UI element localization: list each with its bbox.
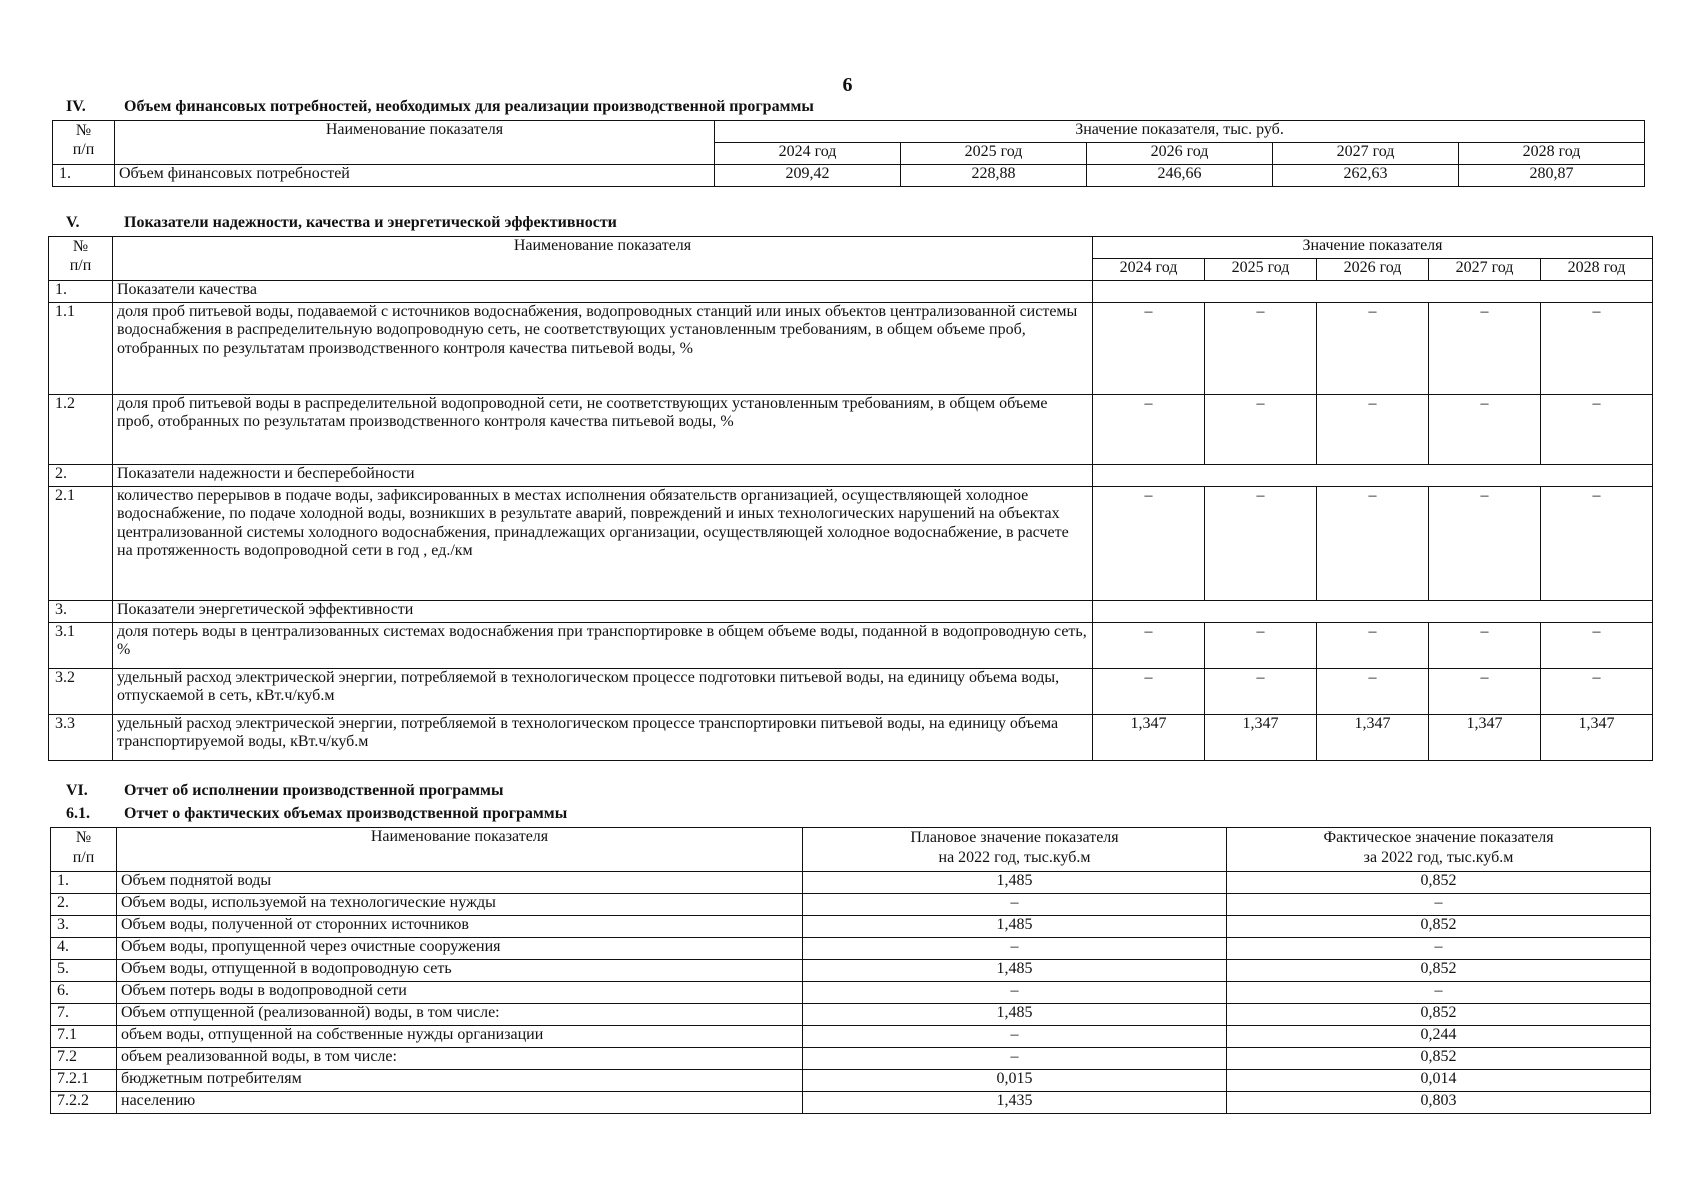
fact-value: 0,852 — [1227, 872, 1651, 894]
row-number: 7.2 — [51, 1048, 117, 1070]
col-header-no: № п/п — [53, 121, 115, 165]
row-value: – — [1317, 623, 1429, 669]
row-value: – — [1205, 623, 1317, 669]
table-row — [49, 395, 1653, 465]
row-name: количество перерывов в подаче воды, зафиксированных в местах исполнения обязательств организацией, осуществляющей холодное водоснабжение, по подаче холодной воды, возникших в результате аварий, повреждений и иных технологических нарушений на объектах централизованной системы холодного водоснабжения, принадлежащих организации, осуществляющей холодное водоснабжение, в расчете на протяженность водопроводной сети в год , ед./км — [113, 487, 1093, 601]
fact-value: – — [1227, 982, 1651, 1004]
row-value: 209,42 — [715, 165, 901, 187]
row-name: бюджетным потребителям — [117, 1070, 803, 1092]
table-row — [51, 982, 1651, 1004]
row-value: 246,66 — [1087, 165, 1273, 187]
col-header-name: Наименование показателя — [117, 828, 803, 872]
plan-value: – — [803, 1026, 1227, 1048]
row-number: 1.2 — [49, 395, 113, 465]
section6-number: VI. — [66, 782, 88, 799]
group-name: Показатели надежности и бесперебойности — [113, 465, 1093, 487]
row-number: 1. — [51, 872, 117, 894]
row-value: – — [1205, 395, 1317, 465]
row-value: – — [1317, 487, 1429, 601]
row-number: 2. — [49, 465, 113, 487]
table-row — [51, 1026, 1651, 1048]
row-value: – — [1429, 623, 1541, 669]
year-header: 2025 год — [1205, 259, 1317, 281]
fact-value: 0,014 — [1227, 1070, 1651, 1092]
fact-value: 0,803 — [1227, 1092, 1651, 1114]
section4-title: Объем финансовых потребностей, необходимых для реализации производственной программы — [124, 98, 814, 115]
table-row — [49, 669, 1653, 715]
row-value: – — [1429, 395, 1541, 465]
fact-value: 0,852 — [1227, 960, 1651, 982]
section4-heading — [66, 98, 814, 116]
year-header: 2026 год — [1317, 259, 1429, 281]
group-name: Показатели энергетической эффективности — [113, 601, 1093, 623]
section6-title: Отчет об исполнении производственной программы — [124, 782, 504, 799]
year-header: 2028 год — [1541, 259, 1653, 281]
col-header-value: Значение показателя — [1093, 237, 1653, 259]
section5-title: Показатели надежности, качества и энергетической эффективности — [124, 214, 617, 231]
row-name: Объем потерь воды в водопроводной сети — [117, 982, 803, 1004]
row-value: – — [1317, 669, 1429, 715]
plan-value: 1,435 — [803, 1092, 1227, 1114]
col-header-name: Наименование показателя — [113, 237, 1093, 281]
group-row — [49, 601, 1653, 623]
group-values-empty — [1093, 465, 1653, 487]
row-name: удельный расход электрической энергии, потребляемой в технологическом процессе транспортировки питьевой воды, на единицу объема транспортируемой воды, кВт.ч/куб.м — [113, 715, 1093, 761]
section5-number: V. — [66, 214, 80, 231]
production-program-report-table — [50, 827, 1651, 1114]
section4-number: IV. — [66, 98, 86, 115]
plan-value: – — [803, 982, 1227, 1004]
section6-1-number: 6.1. — [66, 805, 90, 822]
row-name: Объем воды, отпущенной в водопроводную сеть — [117, 960, 803, 982]
row-name: Объем поднятой воды — [117, 872, 803, 894]
row-number: 7.2.2 — [51, 1092, 117, 1114]
row-number: 6. — [51, 982, 117, 1004]
table-row — [51, 894, 1651, 916]
col-header-fact: Фактическое значение показателя за 2022 год, тыс.куб.м — [1227, 828, 1651, 872]
row-number: 5. — [51, 960, 117, 982]
row-value: – — [1429, 487, 1541, 601]
row-value: 228,88 — [901, 165, 1087, 187]
year-header: 2027 год — [1273, 143, 1459, 165]
fact-value: – — [1227, 894, 1651, 916]
col-header-plan: Плановое значение показателя на 2022 год, тыс.куб.м — [803, 828, 1227, 872]
group-values-empty — [1093, 601, 1653, 623]
section6-1-heading — [66, 805, 567, 823]
row-value: – — [1093, 623, 1205, 669]
table-row — [53, 165, 1645, 187]
row-name: Объем воды, используемой на технологические нужды — [117, 894, 803, 916]
col-header-no: № п/п — [49, 237, 113, 281]
table-row — [51, 1092, 1651, 1114]
plan-value: 0,015 — [803, 1070, 1227, 1092]
table-row — [51, 872, 1651, 894]
table-row — [51, 1048, 1651, 1070]
group-row — [49, 281, 1653, 303]
row-value: – — [1093, 669, 1205, 715]
row-name: объем реализованной воды, в том числе: — [117, 1048, 803, 1070]
plan-value: – — [803, 894, 1227, 916]
row-number: 3.2 — [49, 669, 113, 715]
row-value: – — [1205, 303, 1317, 395]
row-number: 7.1 — [51, 1026, 117, 1048]
row-value: 262,63 — [1273, 165, 1459, 187]
row-value: – — [1541, 395, 1653, 465]
row-value: 280,87 — [1459, 165, 1645, 187]
row-name: удельный расход электрической энергии, потребляемой в технологическом процессе подготовки питьевой воды, на единицу объема воды, отпускаемой в сеть, кВт.ч/куб.м — [113, 669, 1093, 715]
table-row — [49, 303, 1653, 395]
row-number: 1.1 — [49, 303, 113, 395]
row-name: населению — [117, 1092, 803, 1114]
page-number: 6 — [842, 74, 853, 96]
row-value: – — [1541, 623, 1653, 669]
row-value: 1,347 — [1093, 715, 1205, 761]
year-header: 2026 год — [1087, 143, 1273, 165]
table-row — [51, 916, 1651, 938]
fact-value: 0,852 — [1227, 916, 1651, 938]
row-number: 7. — [51, 1004, 117, 1026]
row-name: Объем отпущенной (реализованной) воды, в том числе: — [117, 1004, 803, 1026]
plan-value: 1,485 — [803, 960, 1227, 982]
row-value: – — [1093, 303, 1205, 395]
group-name: Показатели качества — [113, 281, 1093, 303]
table-row — [51, 960, 1651, 982]
group-values-empty — [1093, 281, 1653, 303]
row-value: 1,347 — [1205, 715, 1317, 761]
row-value: – — [1429, 669, 1541, 715]
financial-needs-table — [52, 120, 1645, 187]
year-header: 2025 год — [901, 143, 1087, 165]
group-row — [49, 465, 1653, 487]
row-value: – — [1093, 487, 1205, 601]
row-name: Объем воды, полученной от сторонних источников — [117, 916, 803, 938]
plan-value: 1,485 — [803, 916, 1227, 938]
row-value: – — [1429, 303, 1541, 395]
row-value: – — [1205, 487, 1317, 601]
year-header: 2027 год — [1429, 259, 1541, 281]
row-value: 1,347 — [1429, 715, 1541, 761]
row-name: объем воды, отпущенной на собственные нужды организации — [117, 1026, 803, 1048]
row-value: – — [1205, 669, 1317, 715]
row-value: – — [1317, 395, 1429, 465]
row-number: 3. — [51, 916, 117, 938]
row-value: – — [1541, 669, 1653, 715]
table-row — [49, 623, 1653, 669]
row-number: 1. — [53, 165, 115, 187]
table-row — [51, 1004, 1651, 1026]
table-row — [49, 715, 1653, 761]
section5-heading — [66, 214, 617, 232]
year-header: 2024 год — [1093, 259, 1205, 281]
row-value: – — [1093, 395, 1205, 465]
row-name: доля потерь воды в централизованных системах водоснабжения при транспортировке в общем объеме воды, поданной в водопроводную сеть, % — [113, 623, 1093, 669]
row-name: доля проб питьевой воды в распределительной водопроводной сети, не соответствующих установленным требованиям, в общем объеме проб, отобранных по результатам производственного контроля качества питьевой воды, % — [113, 395, 1093, 465]
plan-value: – — [803, 938, 1227, 960]
row-name: Объем финансовых потребностей — [115, 165, 715, 187]
row-number: 2. — [51, 894, 117, 916]
row-number: 3. — [49, 601, 113, 623]
row-number: 3.1 — [49, 623, 113, 669]
row-value: – — [1317, 303, 1429, 395]
row-number: 4. — [51, 938, 117, 960]
fact-value: 0,852 — [1227, 1048, 1651, 1070]
plan-value: 1,485 — [803, 872, 1227, 894]
year-header: 2024 год — [715, 143, 901, 165]
plan-value: 1,485 — [803, 1004, 1227, 1026]
col-header-no: № п/п — [51, 828, 117, 872]
fact-value: 0,852 — [1227, 1004, 1651, 1026]
row-value: 1,347 — [1541, 715, 1653, 761]
row-number: 1. — [49, 281, 113, 303]
fact-value: 0,244 — [1227, 1026, 1651, 1048]
section6-heading — [66, 782, 503, 800]
table-row — [51, 1070, 1651, 1092]
row-number: 3.3 — [49, 715, 113, 761]
plan-value: – — [803, 1048, 1227, 1070]
row-number: 2.1 — [49, 487, 113, 601]
row-number: 7.2.1 — [51, 1070, 117, 1092]
row-value: – — [1541, 487, 1653, 601]
reliability-quality-table — [48, 236, 1653, 761]
col-header-name: Наименование показателя — [115, 121, 715, 165]
row-value: – — [1541, 303, 1653, 395]
row-value: 1,347 — [1317, 715, 1429, 761]
table-row — [49, 487, 1653, 601]
row-name: Объем воды, пропущенной через очистные сооружения — [117, 938, 803, 960]
section6-1-title: Отчет о фактических объемах производственной программы — [124, 805, 568, 822]
fact-value: – — [1227, 938, 1651, 960]
table-row — [51, 938, 1651, 960]
row-name: доля проб питьевой воды, подаваемой с источников водоснабжения, водопроводных станций или иных объектов централизованной системы водоснабжения в распределительную водопроводную сеть, не соответствующих установленным требованиям, в общем объеме проб, отобранных по результатам производственного контроля качества питьевой воды, % — [113, 303, 1093, 395]
col-header-value: Значение показателя, тыс. руб. — [715, 121, 1645, 143]
year-header: 2028 год — [1459, 143, 1645, 165]
